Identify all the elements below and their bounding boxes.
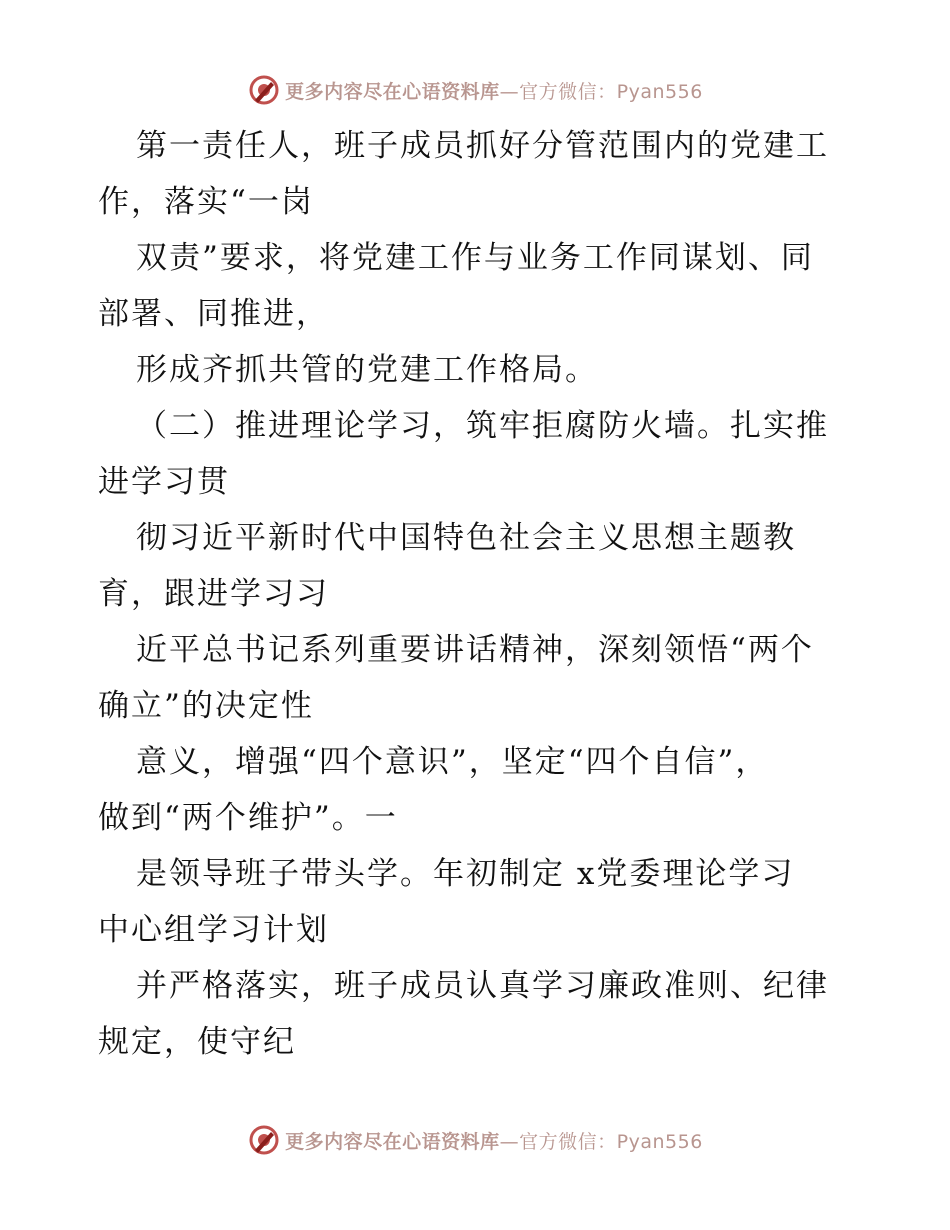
- footer-brand: 更多内容尽在心语资料库: [285, 1130, 500, 1153]
- footer-banner: [0, 1120, 950, 1160]
- header-banner-text: [285, 77, 703, 104]
- footer-banner-text: [285, 1127, 703, 1154]
- text-line: 是领导班子带头学。年初制定 x党委理论学习: [136, 856, 795, 892]
- text-line: 育，跟进学习习: [98, 576, 329, 612]
- text-line: 双责”要求，将党建工作与业务工作同谋划、同: [136, 240, 814, 276]
- text-line: 并严格落实，班子成员认真学习廉政准则、纪律: [136, 968, 829, 1004]
- text-line: 作，落实“一岗: [98, 184, 314, 220]
- text-line: 意义，增强“四个意识”，坚定“四个自信”，: [136, 744, 769, 780]
- text-line: 近平总书记系列重要讲话精神，深刻领悟“两个: [136, 632, 814, 668]
- document-body: [98, 118, 858, 1070]
- text-line: （二）推进理论学习，筑牢拒腐防火墙。扎实推: [136, 408, 829, 444]
- logo-icon: [247, 73, 281, 107]
- text-line: 彻习近平新时代中国特色社会主义思想主题教: [136, 520, 796, 556]
- text-line: 做到“两个维护”。一: [98, 800, 398, 836]
- text-line: 规定，使守纪: [98, 1024, 296, 1060]
- header-banner: [0, 70, 950, 110]
- text-line: 确立”的决定性: [98, 688, 314, 724]
- text-line: 部署、同推进，: [98, 296, 329, 332]
- header-brand: 更多内容尽在心语资料库: [285, 80, 500, 103]
- logo-icon: [247, 1123, 281, 1157]
- text-line: 中心组学习计划: [98, 912, 329, 948]
- header-contact: —官方微信：Pyan556: [499, 80, 703, 103]
- text-line: 第一责任人，班子成员抓好分管范围内的党建工: [136, 128, 829, 164]
- footer-contact: —官方微信：Pyan556: [499, 1130, 703, 1153]
- text-line: 进学习贯: [98, 464, 230, 500]
- text-line: 形成齐抓共管的党建工作格局。: [136, 352, 598, 388]
